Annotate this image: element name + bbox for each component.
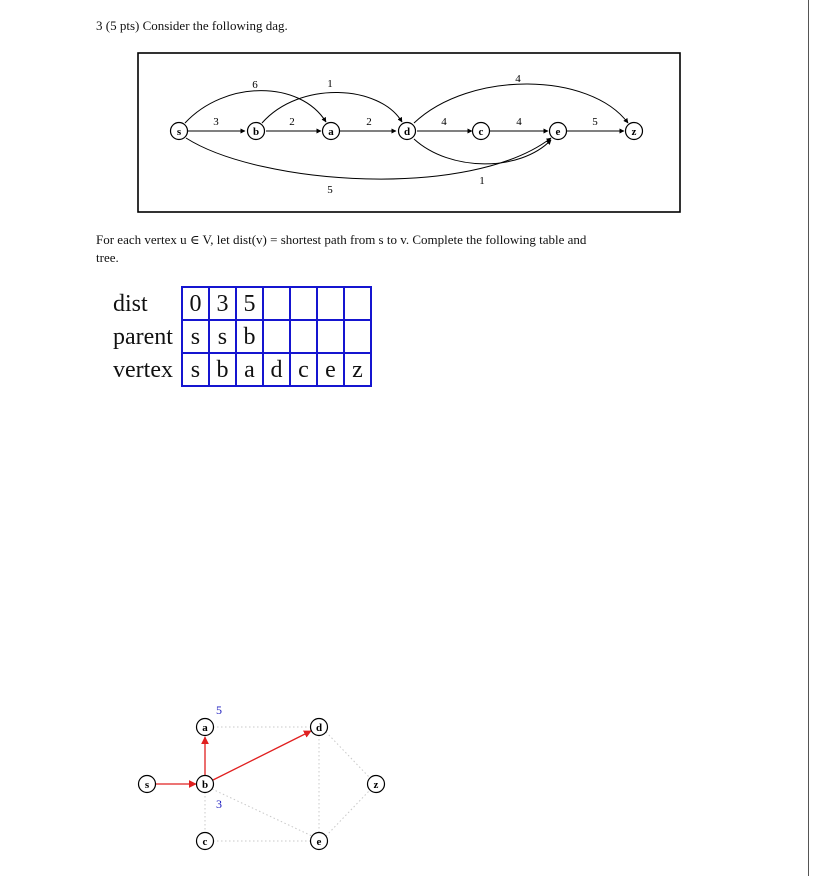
parent-cell[interactable]: s bbox=[182, 320, 209, 353]
tree-dist-b: 3 bbox=[216, 797, 222, 811]
row-label-parent: parent bbox=[113, 323, 173, 350]
weight-d-e: 1 bbox=[479, 175, 485, 187]
tree-node-d bbox=[311, 719, 328, 736]
weight-b-d: 1 bbox=[327, 78, 333, 90]
dag-node-c bbox=[473, 123, 490, 140]
dag-node-e bbox=[550, 123, 567, 140]
weight-s-b: 3 bbox=[213, 116, 219, 128]
vertex-cell: s bbox=[182, 353, 209, 386]
svg-text:a: a bbox=[202, 722, 208, 734]
dist-cell[interactable]: 0 bbox=[182, 287, 209, 320]
svg-text:e: e bbox=[316, 836, 322, 848]
vertex-cell: c bbox=[290, 353, 317, 386]
svg-text:s: s bbox=[176, 126, 182, 138]
weight-s-e: 5 bbox=[327, 184, 333, 196]
vertex-cell: a bbox=[236, 353, 263, 386]
svg-text:c: c bbox=[202, 836, 208, 848]
dag-node-a bbox=[323, 123, 340, 140]
dag-node-z bbox=[626, 123, 643, 140]
svg-text:z: z bbox=[631, 126, 637, 138]
svg-text:d: d bbox=[403, 126, 411, 138]
tree-node-a bbox=[197, 719, 214, 736]
dag-figure bbox=[0, 0, 816, 230]
dag-node-s bbox=[171, 123, 188, 140]
table-row-vertex bbox=[113, 353, 371, 386]
weight-e-z: 5 bbox=[592, 116, 598, 128]
weight-s-a: 6 bbox=[252, 79, 258, 91]
weight-a-d: 2 bbox=[366, 116, 372, 128]
instruction-text: For each vertex u ∈ V, let dist(v) = shortest path from s to v. Complete the following table and bbox=[96, 232, 587, 247]
edge-s-e bbox=[186, 138, 551, 179]
tree-node-e bbox=[311, 833, 328, 850]
parent-cell[interactable]: b bbox=[236, 320, 263, 353]
dag-node-b bbox=[248, 123, 265, 140]
svg-text:d: d bbox=[315, 722, 323, 734]
page-edge-rule bbox=[808, 0, 809, 876]
dag-node-d bbox=[399, 123, 416, 140]
svg-text:s: s bbox=[144, 779, 150, 791]
weight-c-e: 4 bbox=[516, 116, 522, 128]
weight-b-a: 2 bbox=[289, 116, 295, 128]
parent-cell[interactable] bbox=[290, 320, 317, 353]
tree-node-z bbox=[368, 776, 385, 793]
row-label-vertex: vertex bbox=[113, 356, 173, 383]
parent-cell[interactable]: s bbox=[209, 320, 236, 353]
tree-dotted-d-z bbox=[326, 732, 370, 778]
dist-cell[interactable] bbox=[344, 287, 371, 320]
dist-cell[interactable]: 3 bbox=[209, 287, 236, 320]
vertex-cell: d bbox=[263, 353, 290, 386]
row-label-dist: dist bbox=[113, 290, 148, 317]
edge-d-e bbox=[414, 139, 551, 164]
tree-node-b bbox=[197, 776, 214, 793]
dist-cell[interactable]: 5 bbox=[236, 287, 263, 320]
dist-cell[interactable] bbox=[290, 287, 317, 320]
distance-table bbox=[113, 286, 372, 387]
tree-dotted-e-z bbox=[326, 790, 370, 836]
tree-node-c bbox=[197, 833, 214, 850]
table-row-dist bbox=[113, 287, 371, 320]
dist-cell[interactable] bbox=[317, 287, 344, 320]
edge-s-a bbox=[185, 91, 326, 123]
vertex-cell: z bbox=[344, 353, 371, 386]
tree-dotted-b-e bbox=[212, 789, 312, 836]
svg-text:a: a bbox=[328, 126, 334, 138]
weight-d-z: 4 bbox=[515, 73, 521, 85]
svg-text:b: b bbox=[201, 779, 209, 791]
table-row-parent bbox=[113, 320, 371, 353]
edge-b-d bbox=[262, 92, 402, 123]
vertex-cell: b bbox=[209, 353, 236, 386]
tree-node-s bbox=[139, 776, 156, 793]
svg-text:z: z bbox=[373, 779, 379, 791]
dist-cell[interactable] bbox=[263, 287, 290, 320]
parent-cell[interactable] bbox=[344, 320, 371, 353]
question-heading: 3 (5 pts) Consider the following dag. bbox=[96, 18, 288, 33]
vertex-cell: e bbox=[317, 353, 344, 386]
instruction-text-cont: tree. bbox=[96, 250, 119, 265]
parent-cell[interactable] bbox=[263, 320, 290, 353]
tree-figure bbox=[0, 690, 816, 870]
svg-text:e: e bbox=[555, 126, 561, 138]
tree-dist-a: 5 bbox=[216, 703, 222, 717]
parent-cell[interactable] bbox=[317, 320, 344, 353]
svg-text:b: b bbox=[252, 126, 260, 138]
weight-d-c: 4 bbox=[441, 116, 447, 128]
tree-edge-b-d bbox=[213, 731, 311, 780]
svg-text:c: c bbox=[478, 126, 484, 138]
